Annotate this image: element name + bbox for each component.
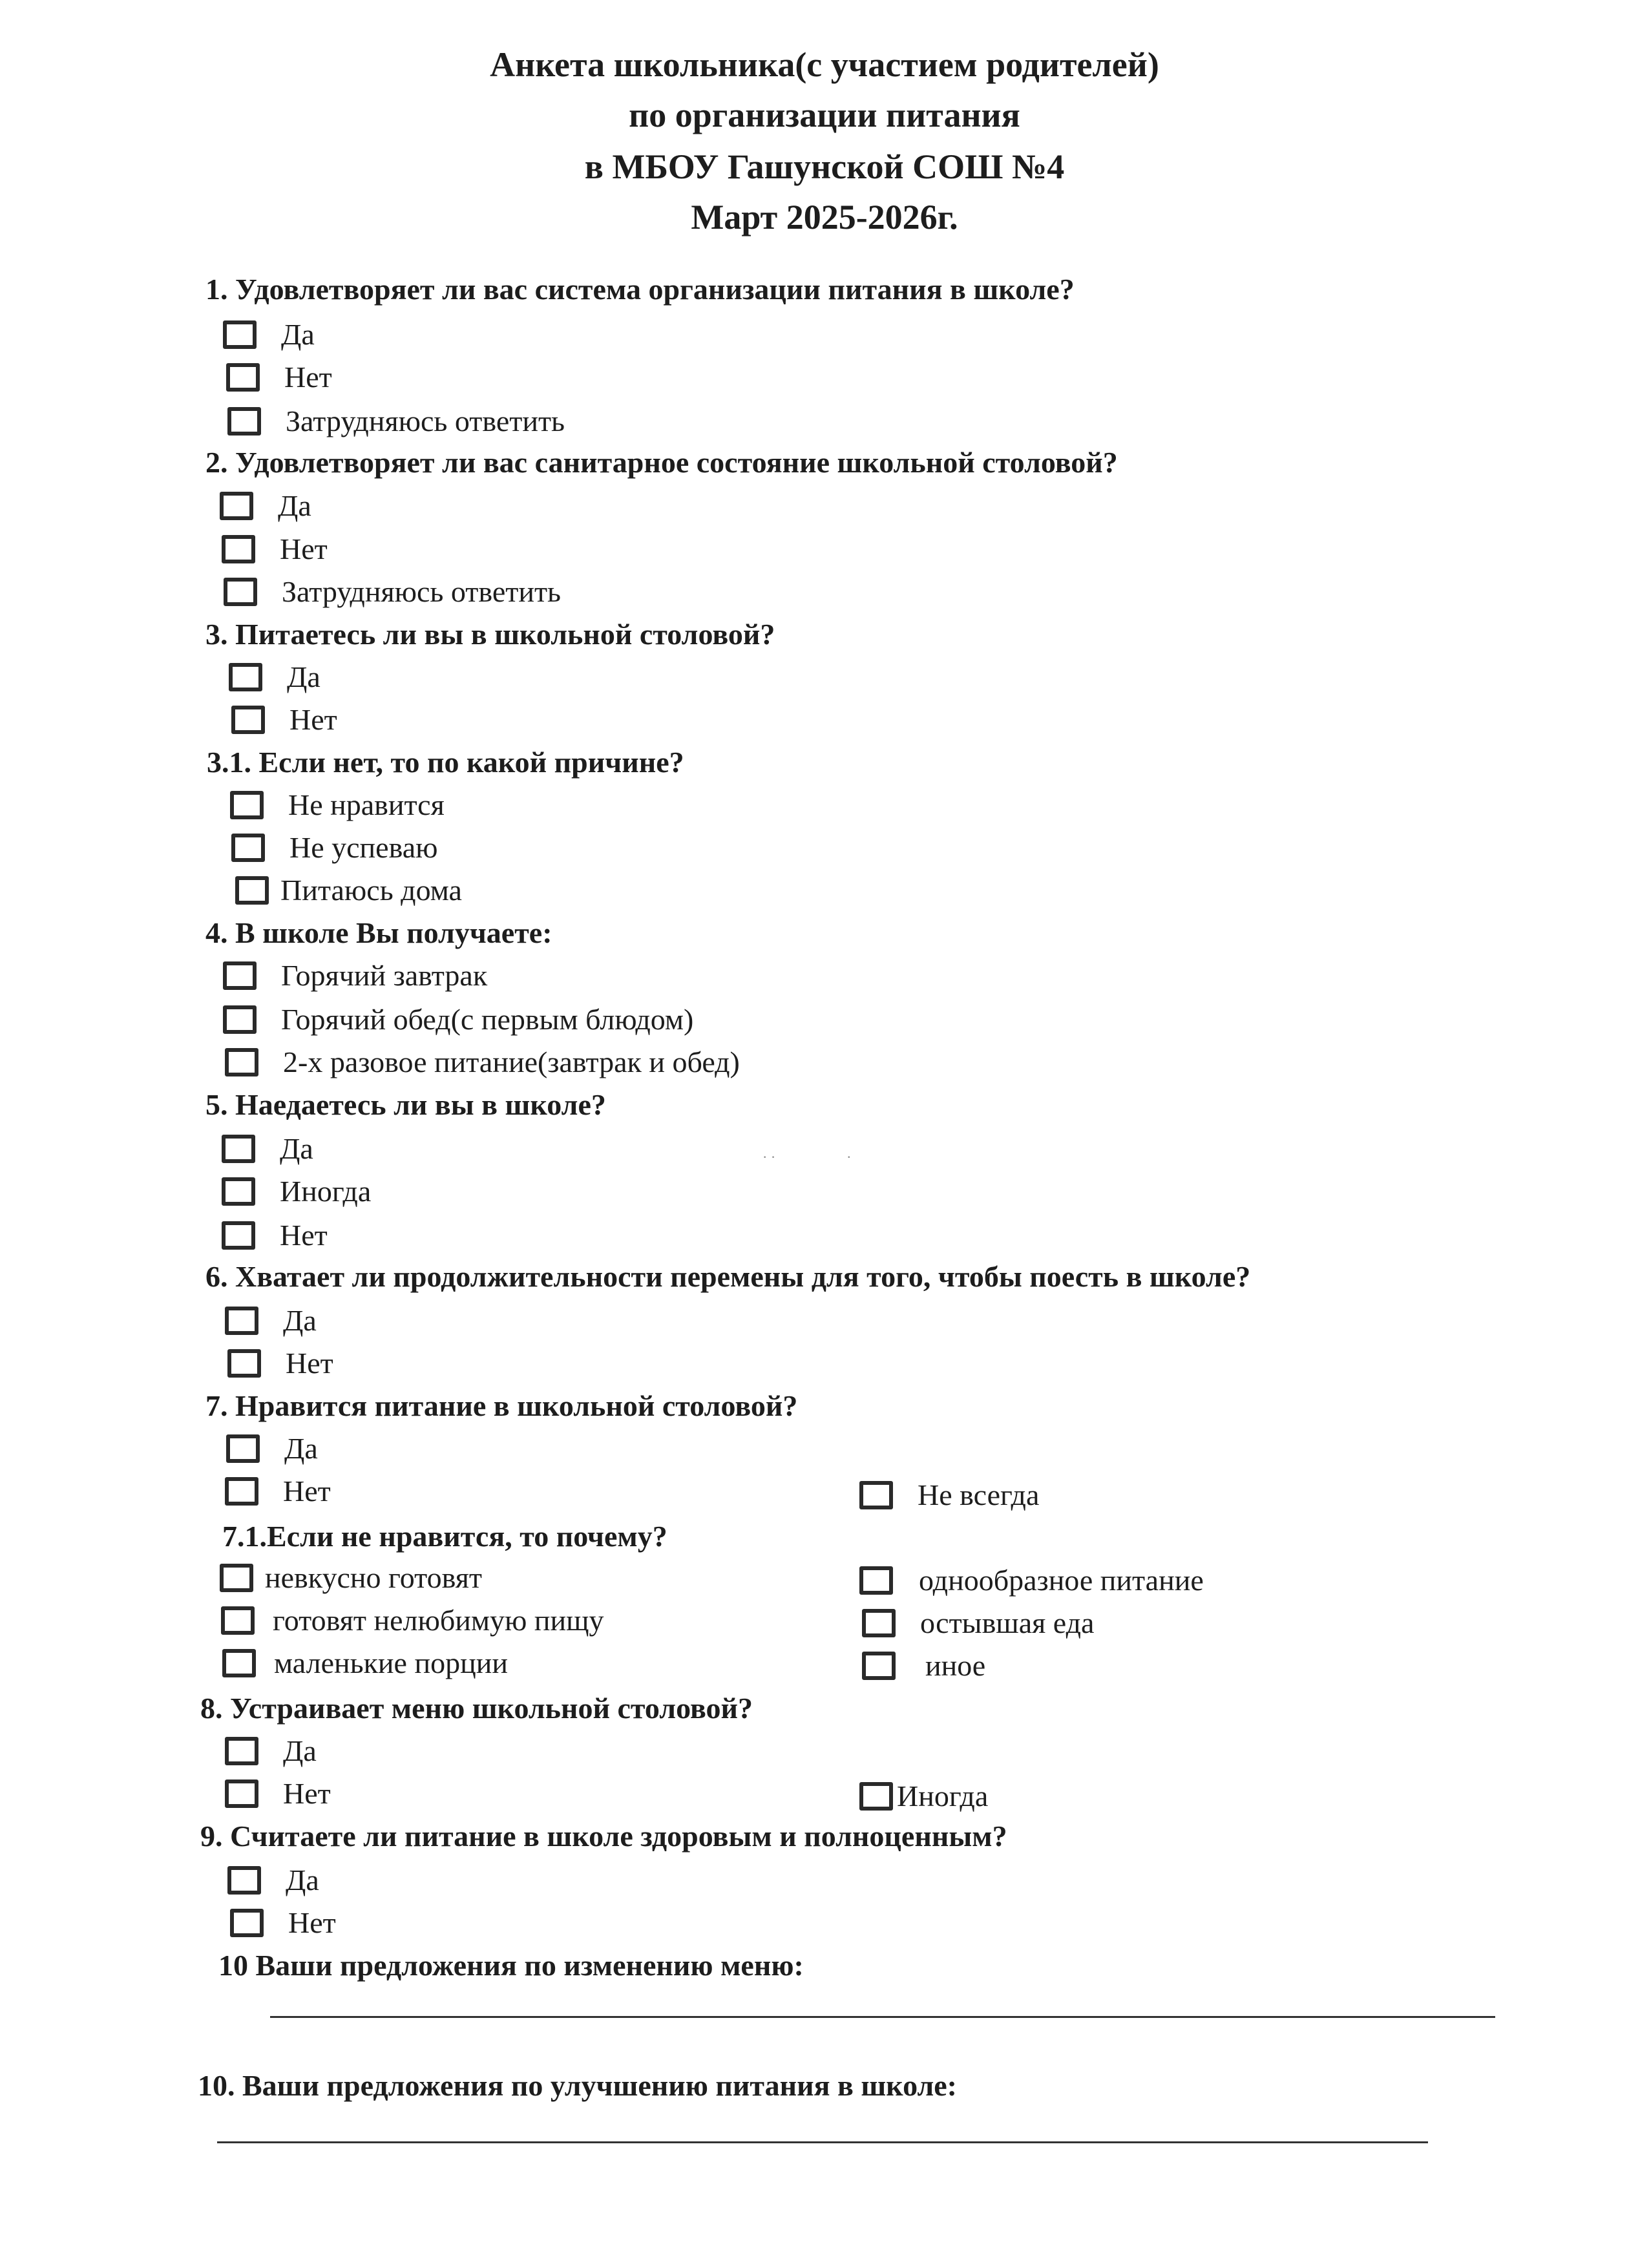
- checkbox[interactable]: [862, 1652, 896, 1680]
- title-line-4: Март 2025-2026г.: [691, 198, 958, 236]
- option-label: иное: [925, 1649, 986, 1682]
- answer-line-improvement[interactable]: [217, 2141, 1428, 2143]
- checkbox[interactable]: [225, 1737, 258, 1765]
- option-label: невкусно готовят: [265, 1561, 482, 1594]
- q3-1-option-no-time[interactable]: [231, 830, 437, 866]
- q2-option-unsure[interactable]: [224, 574, 561, 610]
- q7-1-option-other[interactable]: [862, 1648, 985, 1684]
- q2-option-yes[interactable]: [220, 488, 311, 524]
- option-label: однообразное питание: [919, 1564, 1204, 1597]
- question-6: 6. Хватает ли продолжительности перемены для того, чтобы поесть в школе?: [205, 1260, 1251, 1293]
- option-label: Да: [286, 1864, 319, 1896]
- q3-option-yes[interactable]: [229, 659, 320, 695]
- option-label: Да: [280, 1132, 313, 1165]
- question-7-1: 7.1.Если не нравится, то почему?: [222, 1520, 667, 1553]
- q9-option-no[interactable]: [230, 1905, 336, 1941]
- option-label: Нет: [283, 1777, 331, 1810]
- option-label: Нет: [283, 1475, 331, 1507]
- q1-option-yes[interactable]: [223, 317, 315, 353]
- checkbox[interactable]: [223, 320, 257, 349]
- q7-option-yes[interactable]: [226, 1431, 318, 1467]
- checkbox[interactable]: [223, 1005, 257, 1034]
- q6-option-no[interactable]: [227, 1345, 333, 1381]
- q8-option-no[interactable]: [225, 1776, 331, 1812]
- q7-1-option-cold-food[interactable]: [862, 1605, 1094, 1641]
- q9-option-yes[interactable]: [227, 1862, 319, 1898]
- q1-option-no[interactable]: [226, 359, 332, 395]
- answer-line-menu[interactable]: [270, 2016, 1495, 2018]
- q4-option-breakfast[interactable]: [223, 958, 487, 994]
- question-1: 1. Удовлетворяет ли вас система организации питания в школе?: [205, 273, 1075, 306]
- checkbox[interactable]: [227, 407, 261, 436]
- q7-1-option-small-portions[interactable]: [222, 1645, 508, 1681]
- checkbox[interactable]: [222, 1221, 255, 1250]
- checkbox[interactable]: [231, 834, 265, 862]
- q5-option-no[interactable]: [222, 1217, 328, 1254]
- checkbox[interactable]: [226, 363, 260, 392]
- question-2: 2. Удовлетворяет ли вас санитарное состояние школьной столовой?: [205, 446, 1118, 479]
- checkbox[interactable]: [225, 1477, 258, 1506]
- scan-specks: · · ·: [762, 1149, 852, 1165]
- question-7: 7. Нравится питание в школьной столовой?: [205, 1389, 798, 1422]
- checkbox[interactable]: [224, 578, 257, 606]
- q6-option-yes[interactable]: [225, 1303, 317, 1339]
- q4-option-two-meals[interactable]: [225, 1044, 740, 1080]
- option-label: Затрудняюсь ответить: [286, 404, 565, 437]
- checkbox[interactable]: [862, 1609, 896, 1637]
- q3-option-no[interactable]: [231, 702, 337, 738]
- option-label: Да: [287, 660, 320, 693]
- option-label: Затрудняюсь ответить: [282, 575, 562, 608]
- checkbox[interactable]: [221, 1606, 255, 1635]
- q7-1-option-tasteless[interactable]: [220, 1560, 482, 1596]
- checkbox[interactable]: [226, 1434, 260, 1463]
- option-label: Нет: [286, 1347, 333, 1380]
- checkbox[interactable]: [222, 1135, 255, 1163]
- q8-option-yes[interactable]: [225, 1733, 317, 1769]
- q4-option-lunch[interactable]: [223, 1002, 693, 1038]
- question-3-1: 3.1. Если нет, то по какой причине?: [207, 746, 684, 779]
- checkbox[interactable]: [235, 876, 269, 905]
- option-label: Нет: [280, 532, 328, 565]
- option-label: остывшая еда: [920, 1606, 1095, 1639]
- option-label: 2-х разовое питание(завтрак и обед): [283, 1045, 740, 1078]
- question-8: 8. Устраивает меню школьной столовой?: [200, 1692, 753, 1725]
- title-line-3: в МБОУ Гашунской СОШ №4: [584, 147, 1065, 186]
- option-label: Да: [283, 1304, 317, 1337]
- checkbox[interactable]: [227, 1349, 261, 1378]
- q5-option-yes[interactable]: [222, 1131, 313, 1167]
- checkbox[interactable]: [859, 1481, 893, 1509]
- checkbox[interactable]: [222, 1177, 255, 1206]
- question-3: 3. Питаетесь ли вы в школьной столовой?: [205, 618, 775, 651]
- option-label: Да: [283, 1734, 317, 1767]
- q7-option-not-always[interactable]: [859, 1477, 1039, 1513]
- q7-1-option-monotonous[interactable]: [859, 1562, 1204, 1599]
- q5-option-sometimes[interactable]: [222, 1173, 371, 1210]
- option-label: Горячий обед(с первым блюдом): [281, 1003, 694, 1036]
- option-label: Да: [284, 1432, 318, 1465]
- checkbox[interactable]: [230, 791, 264, 819]
- option-label: Нет: [284, 361, 332, 394]
- checkbox[interactable]: [222, 535, 255, 563]
- checkbox[interactable]: [220, 1564, 253, 1592]
- option-label: Да: [278, 489, 311, 522]
- checkbox[interactable]: [223, 961, 257, 990]
- checkbox[interactable]: [227, 1866, 261, 1895]
- question-9: 9. Считаете ли питание в школе здоровым и полноценным?: [200, 1820, 1007, 1853]
- option-label: Горячий завтрак: [281, 959, 488, 992]
- option-label: Иногда: [897, 1780, 989, 1812]
- option-label: Нет: [288, 1906, 336, 1939]
- option-label: Нет: [280, 1219, 328, 1252]
- option-label: Да: [281, 318, 315, 351]
- option-label: Не успеваю: [289, 831, 438, 864]
- q7-option-no[interactable]: [225, 1473, 331, 1509]
- title-line-2: по организации питания: [629, 96, 1020, 134]
- q8-option-sometimes[interactable]: [859, 1778, 988, 1814]
- checkbox[interactable]: [230, 1909, 264, 1937]
- checkbox[interactable]: [859, 1566, 893, 1595]
- option-label: маленькие порции: [274, 1646, 508, 1679]
- q3-1-option-eat-home[interactable]: [235, 872, 462, 908]
- question-10-menu: 10 Ваши предложения по изменению меню:: [218, 1949, 804, 1982]
- question-10-improvement: 10. Ваши предложения по улучшению питания в школе:: [198, 2069, 957, 2102]
- option-label: Нет: [289, 703, 337, 736]
- checkbox[interactable]: [222, 1649, 256, 1677]
- checkbox[interactable]: [225, 1307, 258, 1335]
- checkbox[interactable]: [231, 706, 265, 734]
- option-label: Иногда: [280, 1175, 372, 1208]
- q3-1-option-dislike[interactable]: [230, 787, 445, 823]
- question-5: 5. Наедаетесь ли вы в школе?: [205, 1088, 606, 1121]
- checkbox[interactable]: [225, 1780, 258, 1808]
- option-label: Не нравится: [288, 788, 445, 821]
- option-label: Не всегда: [918, 1478, 1040, 1511]
- option-label: готовят нелюбимую пищу: [273, 1604, 604, 1637]
- title-line-1: Анкета школьника(с участием родителей): [490, 45, 1159, 84]
- checkbox[interactable]: [229, 663, 262, 691]
- checkbox[interactable]: [225, 1048, 258, 1076]
- checkbox[interactable]: [859, 1782, 893, 1811]
- question-4: 4. В школе Вы получаете:: [205, 916, 552, 949]
- checkbox[interactable]: [220, 492, 253, 520]
- q7-1-option-disliked-food[interactable]: [221, 1602, 604, 1639]
- option-label: Питаюсь дома: [280, 874, 462, 907]
- q1-option-unsure[interactable]: [227, 403, 565, 439]
- q2-option-no[interactable]: [222, 531, 328, 567]
